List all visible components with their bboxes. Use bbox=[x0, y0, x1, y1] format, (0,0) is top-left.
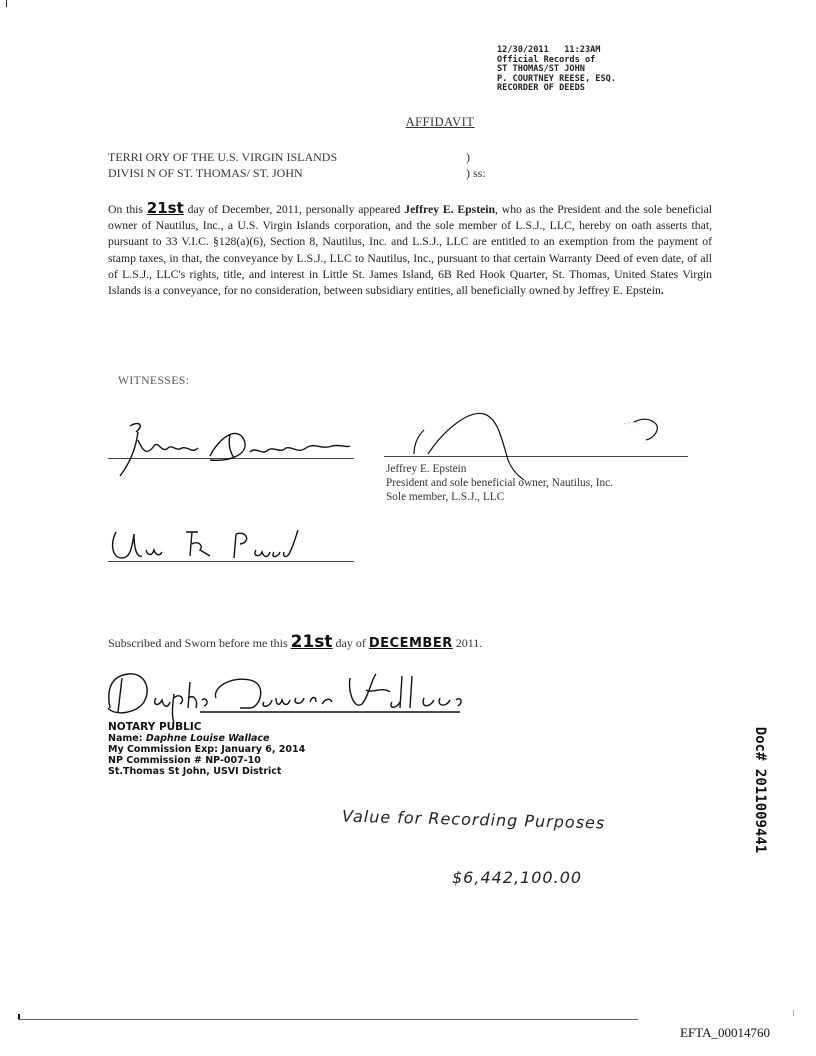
notary-block bbox=[108, 722, 305, 777]
notary-name-value: Daphne Louise Wallace bbox=[145, 733, 270, 744]
witness2-signature bbox=[106, 524, 306, 568]
handwritten-value-amount: $6,442,100.00 bbox=[452, 868, 583, 887]
witness1-signature bbox=[110, 416, 360, 486]
footer-rule bbox=[18, 1019, 638, 1020]
notary-label: NOTARY PUBLIC bbox=[108, 721, 202, 733]
venue-block bbox=[108, 149, 337, 181]
body-rest: , who as the President and the sole beneficial owner of Nautilus, Inc., a U.S. Virgin Islands corporation, and the sole member of L.S.J., LLC, hereby on oath asserts that, pursuant to 33 V.I.C. §128(a)(6), Section 8, Nautilus, Inc. and L.S.J., LLC are entitled to an exemption from the payment of stamp taxes, in that, the conveyance by L.S.J., LLC to Nautilus, Inc., pursuant to that certain Warranty Deed of even date, of all of L.S.J., LLC's rights, title, and interest in Little St. James Island, 6B Red Hook Quarter, St. Thomas, United States Virgin Islands is a conveyance, for no consideration, between subsidiary entities, all beneficially owned by Jeffrey E. Epstein bbox=[108, 203, 713, 298]
jurat-line bbox=[108, 632, 482, 652]
document-title: AFFIDAVIT bbox=[405, 115, 475, 129]
stamp-line: Official Records of bbox=[497, 54, 596, 65]
stamp-line: ST THOMAS/ST JOHN bbox=[497, 64, 585, 75]
notary-name-row bbox=[108, 733, 305, 744]
venue-territory: TERRI ORY OF THE U.S. VIRGIN ISLANDS bbox=[108, 150, 338, 164]
body-end: . bbox=[660, 284, 664, 298]
jurat-prefix: Subscribed and Sworn before me this bbox=[108, 636, 288, 650]
affiant-signature-block bbox=[386, 462, 613, 504]
body-intro: On this bbox=[108, 203, 143, 216]
venue-paren-2: ) ss: bbox=[466, 166, 486, 180]
notary-name-label: Name: bbox=[108, 733, 143, 744]
affiant-title: President and sole beneficial owner, Nautilus, Inc. bbox=[386, 477, 613, 489]
venue-paren-1: ) bbox=[466, 150, 470, 164]
affidavit-body bbox=[108, 200, 712, 299]
notary-district: St.Thomas St John, USVI District bbox=[108, 766, 282, 777]
notary-commission-exp: My Commission Exp: January 6, 2014 bbox=[108, 744, 306, 755]
affiant-member: Sole member, L.S.J., LLC bbox=[386, 491, 505, 503]
stamp-line: P. COURTNEY REESE, ESQ. bbox=[497, 73, 616, 84]
footer-document-id: EFTA_00014760 bbox=[680, 1025, 770, 1040]
venue-division: DIVISI N OF ST. THOMAS/ ST. JOHN bbox=[108, 166, 303, 180]
notary-commission-no: NP Commission # NP-007-10 bbox=[108, 755, 261, 766]
handwritten-value-label: Value for Recording Purposes bbox=[341, 806, 606, 833]
handwritten-day: 21st bbox=[146, 199, 184, 217]
body-after-day: day of December, 2011, personally appeared bbox=[187, 203, 401, 216]
jurat-middle: day of bbox=[335, 636, 366, 650]
venue-ss bbox=[466, 149, 486, 181]
affiant-printed-name: Jeffrey E. Epstein bbox=[386, 463, 467, 475]
jurat-month: DECEMBER bbox=[368, 636, 453, 651]
jurat-day: 21st bbox=[290, 632, 333, 652]
jurat-year: 2011. bbox=[455, 636, 483, 650]
stamp-line: 12/30/2011 11:23AM bbox=[497, 45, 601, 55]
doc-number-text: Doc# 2011009441 bbox=[752, 726, 768, 854]
stamp-line: RECORDER OF DEEDS bbox=[497, 83, 585, 94]
affiant-name: Jeffrey E. Epstein bbox=[404, 203, 496, 216]
witnesses-label: WITNESSES: bbox=[118, 375, 190, 387]
footer-right-tick bbox=[793, 1010, 794, 1016]
corner-mark bbox=[6, 0, 7, 7]
notary-signature bbox=[100, 668, 480, 722]
doc-number-vertical bbox=[744, 712, 776, 872]
recording-stamp bbox=[497, 46, 667, 94]
